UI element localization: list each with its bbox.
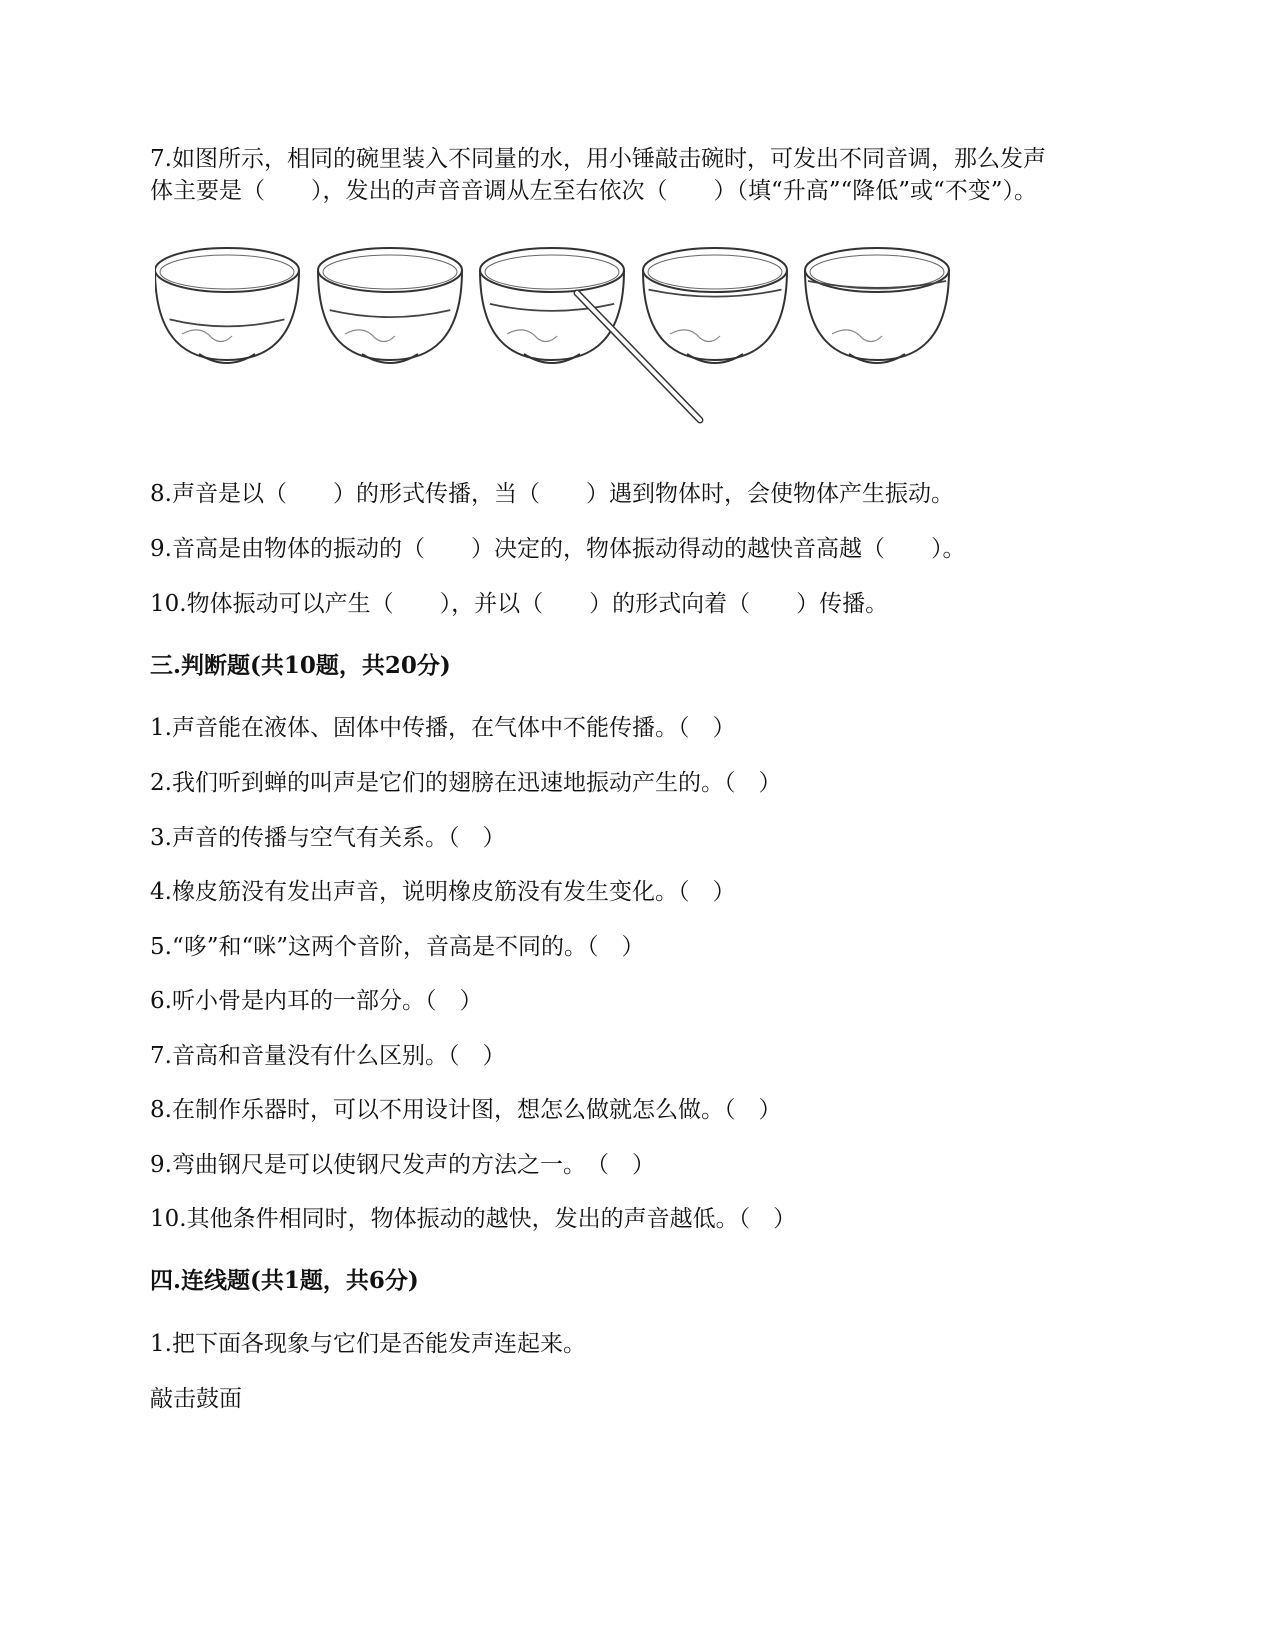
bowl-rim-inner xyxy=(323,255,457,289)
water-surface xyxy=(649,290,782,297)
water-surface xyxy=(170,319,285,326)
fill-question: 8.声音是以（ ）的形式传播，当（ ）遇到物体时，会使物体产生振动。 xyxy=(150,481,954,507)
bowl-rim-inner xyxy=(648,255,782,289)
bowl-shading xyxy=(832,330,882,342)
judgment-item: 5.“哆”和“咪”这两个音阶，音高是不同的。（ ） xyxy=(150,934,645,960)
judgment-item: 6.听小骨是内耳的一部分。（ ） xyxy=(150,988,483,1014)
judgment-item: 10.其他条件相同时，物体振动的越快，发出的声音越低。（ ） xyxy=(150,1206,797,1232)
bowl-foot xyxy=(524,354,580,363)
bowl-foot xyxy=(849,354,905,363)
water-surface xyxy=(330,310,451,317)
bowl-rim-inner xyxy=(160,255,294,289)
section-4-title: 四.连线题(共1题，共6分) xyxy=(150,1267,419,1294)
bowl-shading xyxy=(507,330,557,342)
judgment-item: 9.弯曲钢尺是可以使钢尺发声的方法之一。 （ ） xyxy=(150,1152,655,1178)
judgment-item: 8.在制作乐器时，可以不用设计图，想怎么做就怎么做。（ ） xyxy=(150,1097,782,1123)
judgment-item: 3.声音的传播与空气有关系。（ ） xyxy=(150,825,506,851)
bowls-figure xyxy=(155,235,1005,445)
bowl-shading xyxy=(345,330,395,342)
section-3-title: 三.判断题(共10题，共20分) xyxy=(150,652,451,679)
bowl-foot xyxy=(362,354,418,363)
matching-question: 1.把下面各现象与它们是否能发声连起来。 xyxy=(150,1331,586,1357)
fill-question: 9.音高是由物体的振动的（ ）决定的，物体振动得动的越快音高越（ ）。 xyxy=(150,536,966,562)
matching-item: 敲击鼓面 xyxy=(150,1386,242,1412)
judgment-item: 1.声音能在液体、固体中传播，在气体中不能传播。（ ） xyxy=(150,715,736,741)
bowls-illustration xyxy=(155,235,1005,445)
bowl-shading xyxy=(182,330,232,342)
judgment-item: 7.音高和音量没有什么区别。（ ） xyxy=(150,1043,506,1069)
bowl-shading xyxy=(670,330,720,342)
q7-line-1: 7.如图所示，相同的碗里装入不同量的水，用小锤敲击碗时，可发出不同音调，那么发声 xyxy=(150,146,1046,172)
bowl-foot xyxy=(687,354,743,363)
judgment-item: 2.我们听到蝉的叫声是它们的翅膀在迅速地振动产生的。（ ） xyxy=(150,770,782,796)
q7-line-2: 体主要是（ ），发出的声音音调从左至右依次（ ）（填“升高”“降低”或“不变”）。 xyxy=(150,178,1038,204)
bowl-foot xyxy=(199,354,255,363)
judgment-item: 4.橡皮筋没有发出声音，说明橡皮筋没有发生变化。（ ） xyxy=(150,879,736,905)
fill-question: 10.物体振动可以产生（ ），并以（ ）的形式向着（ ）传播。 xyxy=(150,591,889,617)
bowl-rim-inner xyxy=(485,255,619,289)
striking-stick xyxy=(577,293,700,420)
